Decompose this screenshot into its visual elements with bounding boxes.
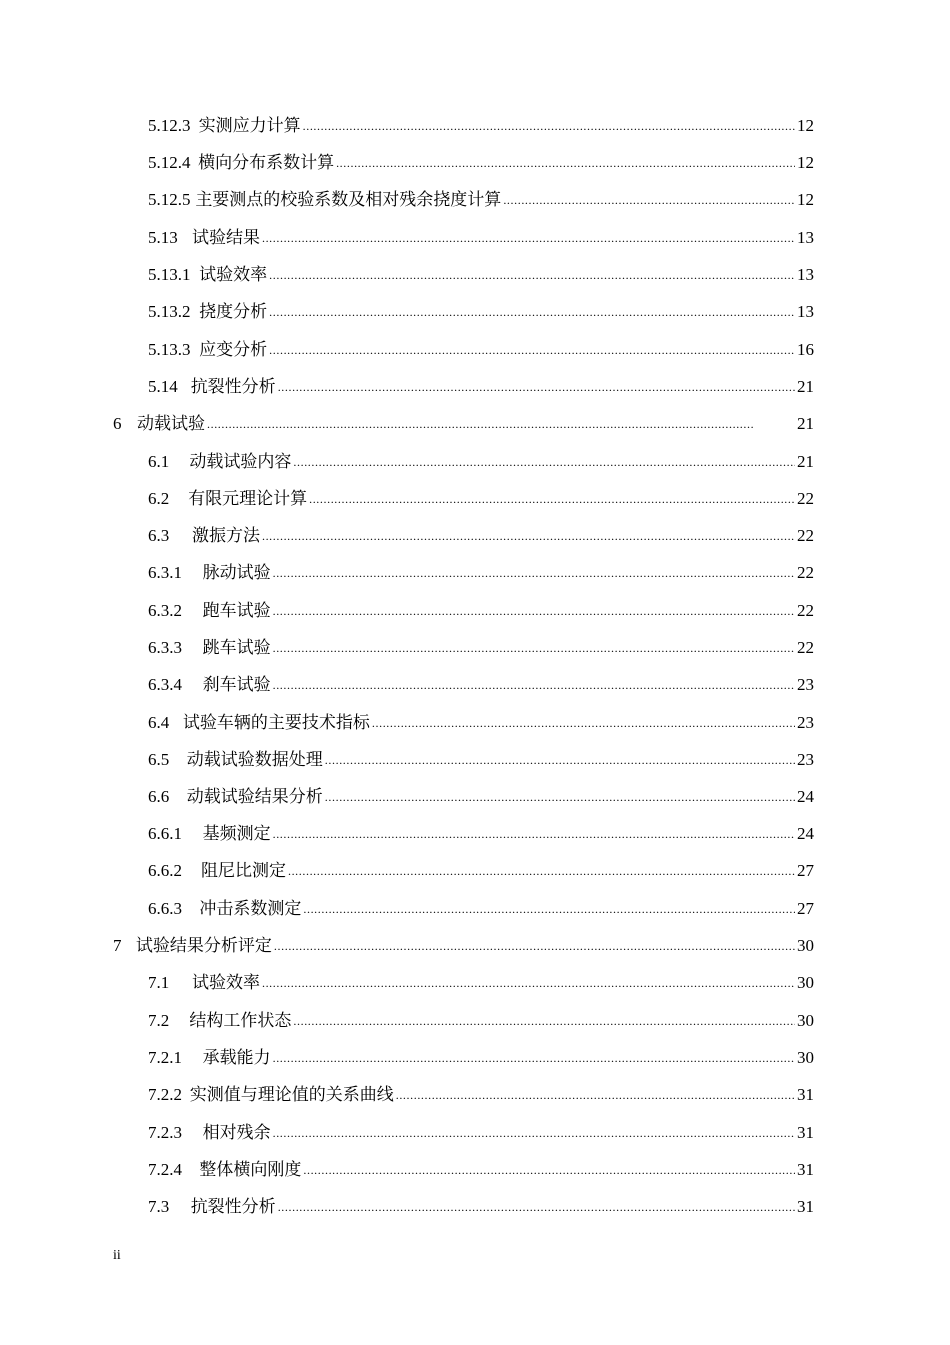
toc-entry-page: 30 — [797, 973, 814, 992]
toc-entry-number: 5.13 — [148, 228, 178, 247]
dot-leader — [336, 151, 795, 175]
dot-leader — [288, 859, 795, 883]
dot-leader — [207, 412, 795, 436]
toc-entry-number: 5.13.1 — [148, 265, 191, 284]
toc-entry-title: 试验结果分析评定 — [135, 936, 272, 955]
toc-entry-page: 22 — [797, 526, 814, 545]
toc-entry[interactable] — [148, 1083, 814, 1107]
toc-entry[interactable] — [148, 338, 814, 362]
toc-entry-title: 实测值与理论值的关系曲线 — [189, 1085, 394, 1104]
toc-entry-page: 13 — [797, 228, 814, 247]
toc-entry-title: 抗裂性分析 — [190, 377, 276, 396]
dot-leader — [269, 263, 795, 287]
toc-entry-number: 6.3.2 — [148, 601, 182, 620]
toc-entry[interactable] — [148, 711, 814, 735]
dot-leader — [273, 599, 795, 623]
dot-leader — [325, 785, 795, 809]
toc-entry-number: 6.3.3 — [148, 638, 182, 657]
toc-entry-number: 6.3.4 — [148, 675, 182, 694]
dot-leader — [273, 673, 795, 697]
dot-leader — [262, 226, 795, 250]
toc-entry[interactable] — [148, 450, 814, 474]
toc-entry-page: 22 — [797, 489, 814, 508]
toc-entry-number: 6.4 — [148, 713, 170, 732]
toc-entry-page: 12 — [797, 153, 814, 172]
toc-entry[interactable] — [148, 561, 814, 585]
toc-entry-number: 6.6.1 — [148, 824, 182, 843]
toc-entry[interactable] — [148, 673, 814, 697]
toc-entry-title: 动载试验数据处理 — [186, 750, 323, 769]
toc-entry-page: 30 — [797, 1048, 814, 1067]
toc-entry-number: 5.13.2 — [148, 302, 191, 321]
toc-entry-title: 动载试验 — [137, 414, 205, 433]
toc-entry-title: 挠度分析 — [199, 302, 268, 321]
dot-leader — [503, 188, 795, 212]
toc-entry[interactable] — [148, 151, 814, 175]
dot-leader — [293, 1009, 795, 1033]
toc-entry-page: 23 — [797, 750, 814, 769]
toc-entry-page: 21 — [797, 414, 814, 433]
toc-entry-number: 6.2 — [148, 489, 170, 508]
toc-entry[interactable] — [148, 487, 814, 511]
toc-entry[interactable] — [148, 226, 814, 250]
toc-entry-number: 7.3 — [148, 1197, 170, 1216]
toc-chapter[interactable] — [113, 412, 814, 436]
toc-entry-page: 23 — [797, 675, 814, 694]
toc-entry-number: 6 — [113, 414, 122, 433]
dot-leader — [303, 114, 795, 138]
toc-entry-number: 6.1 — [148, 452, 170, 471]
dot-leader — [325, 748, 795, 772]
toc-entry-page: 27 — [797, 899, 814, 918]
dot-leader — [278, 375, 795, 399]
toc-entry-title: 应变分析 — [199, 340, 268, 359]
dot-leader — [303, 897, 795, 921]
toc-entry-title: 实测应力计算 — [198, 116, 301, 135]
toc-entry-number: 6.5 — [148, 750, 170, 769]
dot-leader — [396, 1083, 795, 1107]
toc-entry-title: 试验结果 — [191, 228, 260, 247]
toc-entry[interactable] — [148, 971, 814, 995]
dot-leader — [273, 561, 795, 585]
toc-entry-page: 24 — [797, 824, 814, 843]
toc-entry-number: 7 — [113, 936, 122, 955]
dot-leader — [309, 487, 795, 511]
page-number-footer: ii — [113, 1248, 121, 1263]
toc-entry-page: 24 — [797, 787, 814, 806]
toc-entry-number: 7.2 — [148, 1011, 170, 1030]
toc-entry[interactable] — [148, 1195, 814, 1219]
toc-entry-title: 有限元理论计算 — [188, 489, 308, 508]
dot-leader — [262, 971, 795, 995]
toc-entry-title: 相对残余 — [202, 1123, 271, 1142]
toc-entry-title: 结构工作状态 — [189, 1011, 292, 1030]
dot-leader — [273, 822, 795, 846]
toc-entry-page: 23 — [797, 713, 814, 732]
toc-entry-page: 16 — [797, 340, 814, 359]
toc-entry-title: 冲击系数测定 — [199, 899, 302, 918]
dot-leader — [269, 338, 795, 362]
dot-leader — [278, 1195, 795, 1219]
toc-entry-page: 21 — [797, 452, 814, 471]
toc-entry-number: 6.6.3 — [148, 899, 182, 918]
toc-entry-title: 脉动试验 — [202, 563, 271, 582]
toc-entry-page: 27 — [797, 861, 814, 880]
toc-entry[interactable] — [148, 1158, 814, 1182]
toc-entry[interactable] — [148, 785, 814, 809]
toc-entry-title: 试验车辆的主要技术指标 — [182, 713, 370, 732]
toc-entry-title: 激振方法 — [191, 526, 260, 545]
toc-entry-number: 6.6 — [148, 787, 170, 806]
dot-leader — [269, 300, 795, 324]
toc-entry[interactable] — [148, 599, 814, 623]
toc-entry[interactable] — [148, 1046, 814, 1070]
toc-entry-page: 22 — [797, 563, 814, 582]
dot-leader — [273, 636, 795, 660]
toc-entry-number: 5.12.4 — [148, 153, 191, 172]
toc-entry[interactable] — [148, 822, 814, 846]
toc-entry-page: 31 — [797, 1160, 814, 1179]
toc-entry-title: 刹车试验 — [202, 675, 271, 694]
toc-entry-number: 5.14 — [148, 377, 178, 396]
toc-entry-page: 12 — [797, 190, 814, 209]
toc-entry-title: 试验效率 — [199, 265, 268, 284]
toc-entry-number: 7.1 — [148, 973, 170, 992]
toc-entry-number: 7.2.4 — [148, 1160, 182, 1179]
toc-entry-number: 5.12.5 — [148, 190, 191, 209]
toc-entry-title: 试验效率 — [191, 973, 260, 992]
toc-entry[interactable] — [148, 897, 814, 921]
toc-chapter[interactable] — [113, 934, 814, 958]
toc-entry-number: 6.3 — [148, 526, 170, 545]
toc-entry-title: 动载试验结果分析 — [186, 787, 323, 806]
dot-leader — [273, 1121, 795, 1145]
toc-entry[interactable] — [148, 636, 814, 660]
dot-leader — [262, 524, 795, 548]
toc-entry-page: 31 — [797, 1197, 814, 1216]
toc-entry[interactable] — [148, 300, 814, 324]
toc-entry-page: 22 — [797, 638, 814, 657]
toc-entry[interactable] — [148, 1009, 814, 1033]
toc-entry-page: 13 — [797, 265, 814, 284]
toc-entry[interactable] — [148, 524, 814, 548]
dot-leader — [293, 450, 795, 474]
toc-entry[interactable] — [148, 859, 814, 883]
toc-entry-number: 7.2.3 — [148, 1123, 182, 1142]
toc-entry-page: 21 — [797, 377, 814, 396]
toc-entry[interactable] — [148, 1121, 814, 1145]
dot-leader — [372, 711, 795, 735]
toc-entry-page: 22 — [797, 601, 814, 620]
toc-entry-title: 抗裂性分析 — [190, 1197, 276, 1216]
toc-entry[interactable] — [148, 375, 814, 399]
toc-entry-page: 12 — [797, 116, 814, 135]
toc-entry-number: 6.6.2 — [148, 861, 182, 880]
toc-entry-number: 5.13.3 — [148, 340, 191, 359]
toc-entry-title: 主要测点的校验系数及相对残余挠度计算 — [195, 190, 502, 209]
toc-entry-title: 基频测定 — [202, 824, 271, 843]
dot-leader — [274, 934, 795, 958]
toc-entry-title: 动载试验内容 — [189, 452, 292, 471]
toc-entry-page: 31 — [797, 1123, 814, 1142]
dot-leader — [303, 1158, 795, 1182]
dot-leader — [273, 1046, 795, 1070]
toc-entry-number: 6.3.1 — [148, 563, 182, 582]
toc-entry-number: 5.12.3 — [148, 116, 191, 135]
toc-entry-page: 31 — [797, 1085, 814, 1104]
toc-entry[interactable] — [148, 748, 814, 772]
toc-entry-title: 跳车试验 — [202, 638, 271, 657]
toc-entry-page: 13 — [797, 302, 814, 321]
toc-entry-title: 横向分布系数计算 — [198, 153, 335, 172]
toc-entry-page: 30 — [797, 1011, 814, 1030]
toc-entry-number: 7.2.2 — [148, 1085, 182, 1104]
toc-entry-title: 跑车试验 — [202, 601, 271, 620]
toc-entry-page: 30 — [797, 936, 814, 955]
toc-entry-title: 阻尼比测定 — [200, 861, 286, 880]
toc-entry-title: 承载能力 — [202, 1048, 271, 1067]
toc-entry[interactable] — [148, 188, 814, 212]
toc-entry-title: 整体横向刚度 — [199, 1160, 302, 1179]
toc-entry[interactable] — [148, 263, 814, 287]
toc-entry-number: 7.2.1 — [148, 1048, 182, 1067]
toc-entry[interactable] — [148, 114, 814, 138]
